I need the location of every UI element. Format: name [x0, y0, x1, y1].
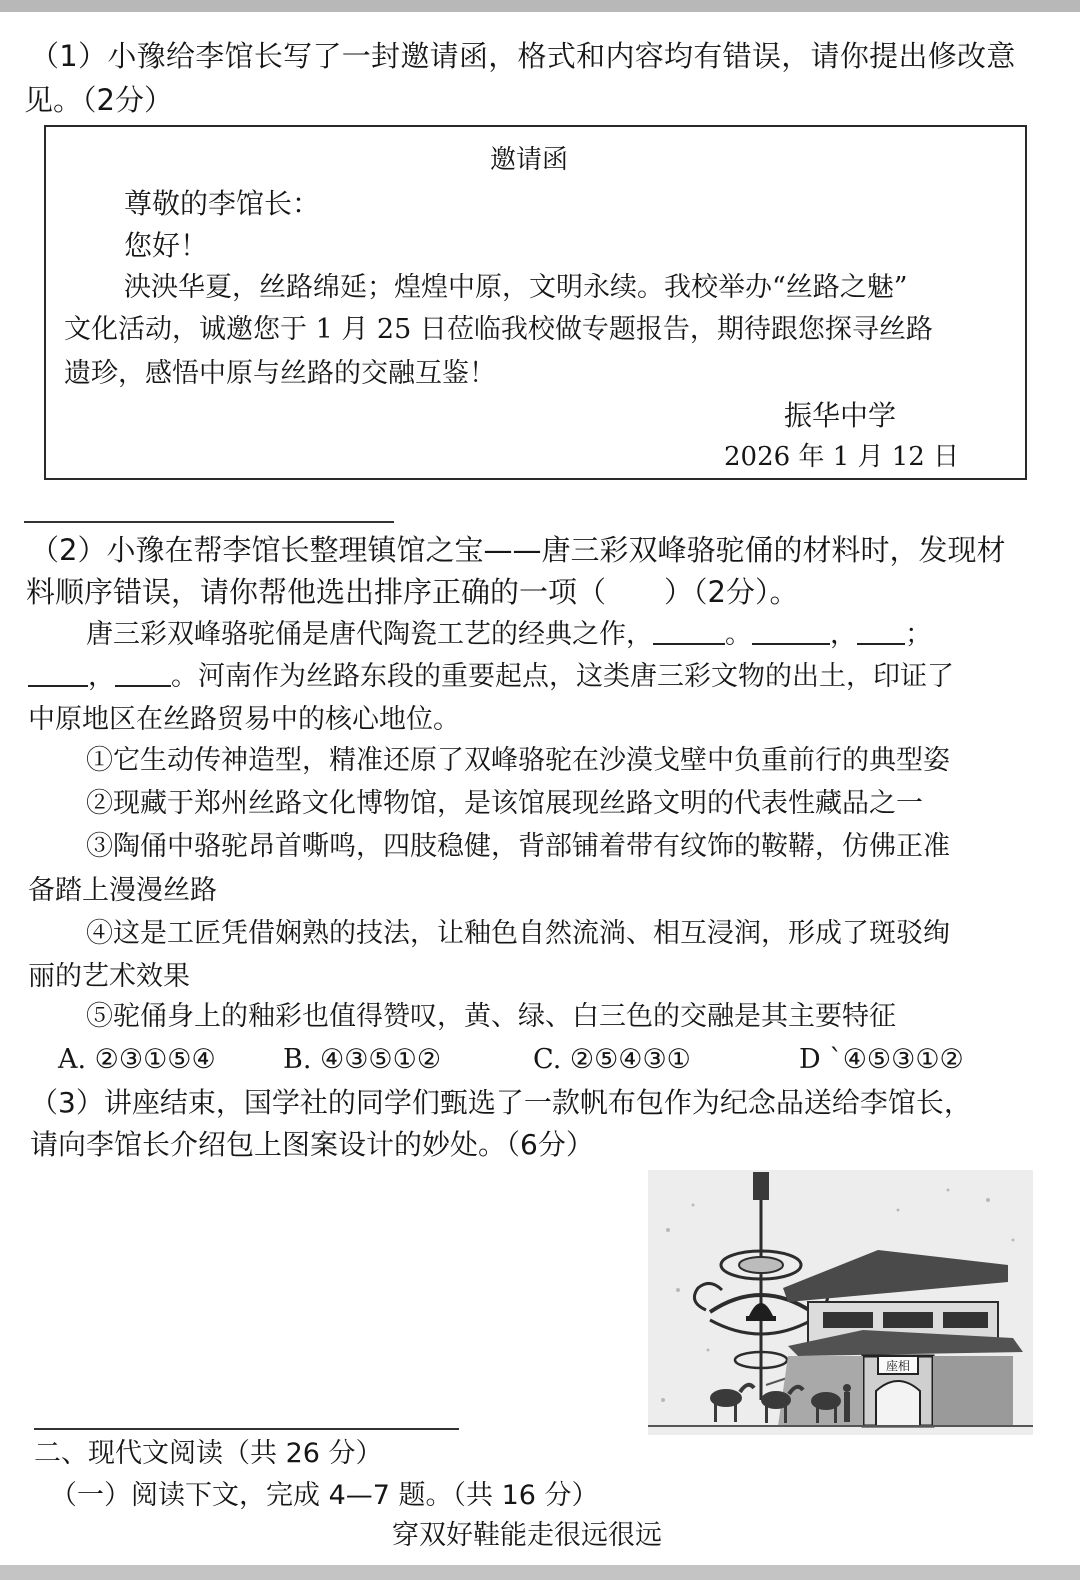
- answer-blank: [115, 659, 171, 687]
- tote-bag-pattern-illustration: [648, 1170, 1033, 1435]
- q3-prompt-line1: （3）讲座结束，国学社的同学们甄选了一款帆布包作为纪念品送给李馆长，: [30, 1086, 972, 1119]
- item-1: ①它生动传神造型，精准还原了双峰骆驼在沙漠戈壁中负重前行的典型姿: [86, 745, 950, 776]
- item-3-line1: ③陶俑中骆驼昂首嘶鸣，四肢稳健，背部铺着带有纹饰的鞍鞯，仿佛正准: [86, 831, 950, 862]
- letter-body-line2: 文化活动，诚邀您于 1 月 25 日莅临我校做专题报告，期待跟您探寻丝路: [64, 314, 933, 345]
- answer-blank: [28, 659, 88, 687]
- section-divider-rule: [34, 1428, 459, 1430]
- section-2-heading: 二、现代文阅读（共 26 分）: [34, 1438, 383, 1469]
- q2-prompt-line1: （2）小豫在帮李馆长整理镇馆之宝——唐三彩双峰骆驼俑的材料时，发现材: [30, 533, 1006, 567]
- item-2: ②现藏于郑州丝路文化博物馆，是该馆展现丝路文明的代表性藏品之一: [86, 788, 923, 819]
- scan-bottom-edge: [0, 1565, 1080, 1580]
- q2-prompt-line2: 料顺序错误，请你帮他选出排序正确的一项（ ）（2分）。: [26, 575, 799, 609]
- q1-prompt-line1: （1）小豫给李馆长写了一封邀请函，格式和内容均有错误，请你提出修改意: [30, 39, 1016, 73]
- article-title: 穿双好鞋能走很远很远: [392, 1520, 662, 1551]
- q3-prompt-line2: 请向李馆长介绍包上图案设计的妙处。（6分）: [30, 1128, 594, 1161]
- option-a[interactable]: A. ②③①⑤④: [58, 1044, 216, 1075]
- item-5: ⑤驼俑身上的釉彩也值得赞叹，黄、绿、白三色的交融是其主要特征: [86, 1001, 896, 1032]
- answer-blank: [857, 617, 905, 645]
- divider-rule: [24, 521, 394, 523]
- section-2-subheading: （一）阅读下文，完成 4—7 题。（共 16 分）: [50, 1480, 599, 1511]
- letter-date: 2026 年 1 月 12 日: [724, 442, 960, 472]
- option-c[interactable]: C. ②⑤④③①: [533, 1044, 691, 1075]
- item-3-line2: 备踏上漫漫丝路: [28, 875, 217, 906]
- answer-options: [58, 1040, 964, 1080]
- q1-prompt-line2: 见。（2分）: [24, 83, 173, 117]
- answer-blank: [653, 617, 725, 645]
- scan-top-edge: [0, 0, 1080, 12]
- item-4-line2: 丽的艺术效果: [28, 961, 190, 992]
- letter-greeting: 您好！: [124, 229, 209, 262]
- passage-line2-text: 。河南作为丝路东段的重要起点，这类唐三彩文物的出土，印证了: [171, 661, 954, 692]
- answer-blank: [752, 617, 830, 645]
- letter-salutation: 尊敬的李馆长：: [124, 187, 321, 220]
- gate-plaque-text: 座相: [885, 1359, 911, 1373]
- letter-body-line3: 遗珍，感悟中原与丝路的交融互鉴！: [64, 358, 496, 389]
- letter-title: 邀请函: [490, 145, 569, 175]
- letter-signature: 振华中学: [784, 399, 897, 432]
- passage-line1-text: 唐三彩双峰骆驼俑是唐代陶瓷工艺的经典之作，: [86, 619, 653, 650]
- letter-body-line1: 泱泱华夏，丝路绵延；煌煌中原，文明永续。我校举办“丝路之魅”: [124, 272, 908, 303]
- option-d[interactable]: D ˋ④⑤③①②: [799, 1044, 964, 1075]
- passage-line2: ， 。河南作为丝路东段的重要起点，这类唐三彩文物的出土，印证了: [28, 657, 954, 697]
- item-4-line1: ④这是工匠凭借娴熟的技法，让釉色自然流淌、相互浸润，形成了斑驳绚: [86, 918, 950, 949]
- option-b[interactable]: B. ④③⑤①②: [283, 1044, 442, 1075]
- passage-line1: 唐三彩双峰骆驼俑是唐代陶瓷工艺的经典之作， 。 ， ；: [86, 619, 932, 650]
- passage-line3: 中原地区在丝路贸易中的核心地位。: [28, 704, 460, 735]
